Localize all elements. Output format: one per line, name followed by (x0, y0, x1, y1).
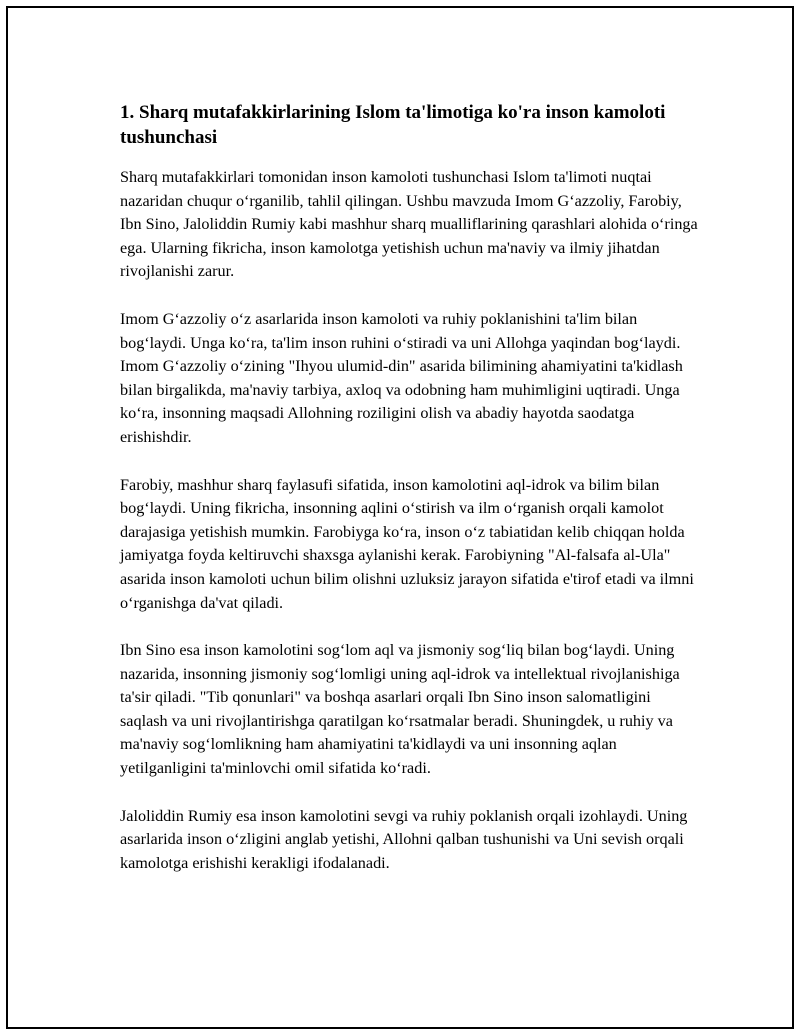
document-body (120, 100, 700, 899)
paragraph-ghazali: Imom G‘azzoliy o‘z asarlarida inson kamoloti va ruhiy poklanishini ta'lim bilan bog‘laydi. Unga ko‘ra, ta'lim inson ruhini o‘stiradi va uni Allohga yaqindan bog‘laydi. Imom G‘azzoliy o‘zining "Ihyou ulumid-din" asarida bilimining ahamiyatini ta'kidlash bilan birgalikda, ma'naviy tarbiya, axloq va odobning ham muhimligini uqtiradi. Unga ko‘ra, insonning maqsadi Allohning roziligini olish va abadiy hayotda saodatga erishishdir. (120, 309, 683, 446)
paragraph-introduction: Sharq mutafakkirlari tomonidan inson kamoloti tushunchasi Islom ta'limoti nuqtai nazaridan chuqur o‘rganilib, tahlil qilingan. Ushbu mavzuda Imom G‘azzoliy, Farobiy, Ibn Sino, Jaloliddin Rumiy kabi mashhur sharq mualliflarining qarashlari alohida o‘ringa ega. Ularning fikricha, inson kamolotga yetishish uchun ma'naviy va ilmiy jihatdan rivojlanishi zarur. (120, 168, 698, 281)
section-heading: 1. Sharq mutafakkirlarining Islom ta'limotiga ko'ra inson kamoloti tushunchasi (120, 102, 666, 148)
paragraph-ibn-sina: Ibn Sino esa inson kamolotini sog‘lom aql va jismoniy sog‘liq bilan bog‘laydi. Uning nazarida, insonning jismoniy sog‘lomligi uning aql-idrok va intellektual rivojlanishiga ta'sir qiladi. "Tib qonunlari" va boshqa asarlari orqali Ibn Sino inson salomatligini saqlash va uni rivojlantirishga qaratilgan ko‘rsatmalar beradi. Shuningdek, u ruhiy va ma'naviy sog‘lomlikning ham ahamiyatini ta'kidlaydi va uni insonning aqlan yetilganligini ta'minlovchi omil sifatida ko‘radi. (120, 641, 680, 778)
paragraph-rumi: Jaloliddin Rumiy esa inson kamolotini sevgi va ruhiy poklanish orqali izohlaydi. Uning asarlarida inson o‘zligini anglab yetishi, Allohni qalban tushunishi va Uni sevish orqali kamolotga erishishi kerakligi ifodalanadi. (120, 806, 688, 872)
paragraph-farabi: Farobiy, mashhur sharq faylasufi sifatida, inson kamolotini aql-idrok va bilim bilan bog‘laydi. Uning fikricha, insonning aqlini o‘stirish va ilm o‘rganish orqali kamolot darajasiga yetishish mumkin. Farobiyga ko‘ra, inson o‘z tabiatidan kelib chiqqan holda jamiyatga foyda keltiruvchi shaxsga aylanishi kerak. Farobiyning "Al-falsafa al-Ula" asarida inson kamoloti uchun bilim olishni uzluksiz jarayon sifatida e'tirof etadi va ilmni o‘rganishga da'vat qiladi. (120, 475, 694, 612)
page-border (6, 6, 794, 1029)
